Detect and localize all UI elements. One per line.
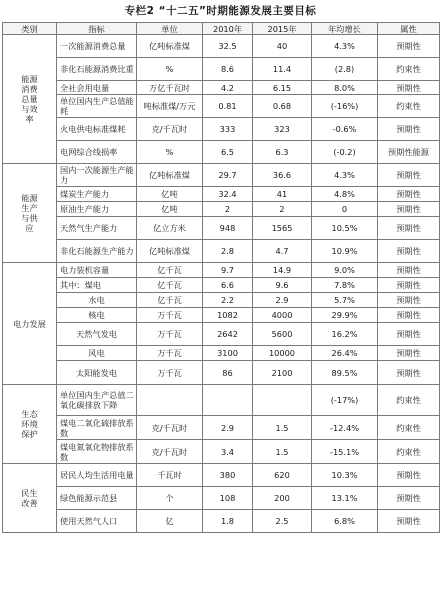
unit-cell: 万千瓦 [137,308,203,323]
unit-cell: 亿吨 [137,202,203,217]
unit-cell: 亿吨标准煤 [137,240,203,263]
indicator-cell: 太阳能发电 [57,361,137,385]
unit-cell: % [137,58,203,81]
table-title: 专栏2 “十二五”时期能源发展主要目标 [124,5,317,17]
value-2015-cell: 6.15 [253,81,312,95]
value-2015-cell: 0.68 [253,95,312,118]
growth-cell: 6.8% [312,510,378,533]
unit-cell: 吨标准煤/万元 [137,95,203,118]
value-2010-cell: 32.4 [203,187,253,202]
value-2015-cell [253,385,312,416]
energy-targets-table [2,22,440,533]
unit-cell: 克/千瓦时 [137,118,203,141]
indicator-cell: 国内一次能源生产能力 [57,164,137,187]
table-row [3,95,440,118]
table-row [3,487,440,510]
value-2010-cell: 8.6 [203,58,253,81]
unit-cell: 万千瓦 [137,361,203,385]
value-2010-cell: 86 [203,361,253,385]
value-2010-cell: 2.2 [203,293,253,308]
attribute-cell: 预期性 [378,510,440,533]
value-2015-cell: 200 [253,487,312,510]
table-row [3,346,440,361]
value-2010-cell: 1.8 [203,510,253,533]
unit-cell: 亿千瓦 [137,263,203,278]
unit-cell: 千瓦时 [137,464,203,487]
growth-cell: 8.0% [312,81,378,95]
indicator-cell: 使用天然气人口 [57,510,137,533]
unit-cell: 亿千瓦 [137,278,203,293]
growth-cell: 10.3% [312,464,378,487]
attribute-cell: 预期性 [378,164,440,187]
value-2010-cell: 29.7 [203,164,253,187]
value-2015-cell: 2100 [253,361,312,385]
growth-cell: 4.8% [312,187,378,202]
value-2015-cell: 4.7 [253,240,312,263]
indicator-cell: 核电 [57,308,137,323]
attribute-cell: 预期性 [378,187,440,202]
indicator-cell: 天然气发电 [57,323,137,346]
unit-cell: 万千瓦 [137,323,203,346]
table-row [3,202,440,217]
value-2010-cell: 108 [203,487,253,510]
value-2015-cell: 36.6 [253,164,312,187]
category-cell: 电力发展 [3,263,57,385]
attribute-cell: 约束性 [378,440,440,464]
value-2015-cell: 2.9 [253,293,312,308]
table-row [3,81,440,95]
value-2015-cell: 6.3 [253,141,312,164]
category-cell [3,35,57,164]
growth-cell: (-17%) [312,385,378,416]
growth-cell: 89.5% [312,361,378,385]
value-2015-cell: 11.4 [253,58,312,81]
table-row [3,464,440,487]
table-row [3,278,440,293]
table-row [3,240,440,263]
indicator-cell: 水电 [57,293,137,308]
value-2010-cell: 9.7 [203,263,253,278]
indicator-cell: 原油生产能力 [57,202,137,217]
indicator-cell: 煤电二氧化硫排放系数 [57,416,137,440]
unit-cell: 亿吨 [137,187,203,202]
indicator-cell: 绿色能源示范县 [57,487,137,510]
unit-cell: 万千瓦 [137,346,203,361]
growth-cell: 0 [312,202,378,217]
indicator-cell: 居民人均生活用电量 [57,464,137,487]
table-row [3,263,440,278]
value-2015-cell: 2.5 [253,510,312,533]
table-row [3,187,440,202]
growth-cell: -15.1% [312,440,378,464]
attribute-cell: 预期性 [378,361,440,385]
table-row [3,118,440,141]
value-2015-cell: 4000 [253,308,312,323]
unit-cell: 亿千瓦 [137,293,203,308]
growth-cell: -12.4% [312,416,378,440]
category-label: 生态环境保护 [21,409,38,439]
indicator-cell: 天然气生产能力 [57,217,137,240]
indicator-cell: 非化石能源生产能力 [57,240,137,263]
category-cell [3,385,57,464]
header-2010: 2010年 [203,23,253,35]
growth-cell: 10.5% [312,217,378,240]
category-label: 民生改善 [21,488,38,508]
attribute-cell: 预期性能源 [378,141,440,164]
indicator-cell: 一次能源消费总量 [57,35,137,58]
value-2015-cell: 9.6 [253,278,312,293]
attribute-cell: 预期性 [378,464,440,487]
attribute-cell: 约束性 [378,416,440,440]
indicator-cell: 单位国内生产总值二氧化碳排放下降 [57,385,137,416]
value-2010-cell: 6.5 [203,141,253,164]
growth-cell: 26.4% [312,346,378,361]
unit-cell: 克/千瓦时 [137,440,203,464]
unit-cell: 克/千瓦时 [137,416,203,440]
value-2010-cell [203,385,253,416]
value-2010-cell: 948 [203,217,253,240]
value-2015-cell: 1565 [253,217,312,240]
value-2010-cell: 380 [203,464,253,487]
header-category: 类别 [3,23,57,35]
indicator-cell: 火电供电标准煤耗 [57,118,137,141]
category-cell [3,464,57,533]
value-2010-cell: 2.9 [203,416,253,440]
value-2015-cell: 1.5 [253,416,312,440]
growth-cell: 29.9% [312,308,378,323]
table-row [3,440,440,464]
value-2010-cell: 1082 [203,308,253,323]
unit-cell: 亿 [137,510,203,533]
unit-cell: % [137,141,203,164]
growth-cell: -0.6% [312,118,378,141]
growth-cell: 7.8% [312,278,378,293]
value-2010-cell: 6.6 [203,278,253,293]
value-2010-cell: 2642 [203,323,253,346]
category-cell [3,164,57,263]
value-2010-cell: 3.4 [203,440,253,464]
table-row [3,164,440,187]
attribute-cell: 预期性 [378,263,440,278]
indicator-cell: 非化石能源消费比重 [57,58,137,81]
attribute-cell: 预期性 [378,35,440,58]
unit-cell: 万亿千瓦时 [137,81,203,95]
table-row [3,308,440,323]
value-2010-cell: 2 [203,202,253,217]
growth-cell: 9.0% [312,263,378,278]
value-2015-cell: 40 [253,35,312,58]
table-row [3,385,440,416]
table-row [3,416,440,440]
growth-cell: 13.1% [312,487,378,510]
growth-cell: 4.3% [312,164,378,187]
attribute-cell: 预期性 [378,323,440,346]
value-2010-cell: 0.81 [203,95,253,118]
value-2010-cell: 333 [203,118,253,141]
unit-cell: 个 [137,487,203,510]
header-2015: 2015年 [253,23,312,35]
unit-cell: 亿立方米 [137,217,203,240]
value-2015-cell: 5600 [253,323,312,346]
unit-cell [137,385,203,416]
attribute-cell: 预期性 [378,487,440,510]
value-2010-cell: 3100 [203,346,253,361]
value-2015-cell: 1.5 [253,440,312,464]
header-growth: 年均增长 [312,23,378,35]
growth-cell: 4.3% [312,35,378,58]
value-2015-cell: 10000 [253,346,312,361]
growth-cell: 16.2% [312,323,378,346]
indicator-cell: 煤电氮氧化物排放系数 [57,440,137,464]
value-2010-cell: 2.8 [203,240,253,263]
table-row [3,141,440,164]
indicator-cell: 电力装机容量 [57,263,137,278]
indicator-cell: 全社会用电量 [57,81,137,95]
header-indicator: 指标 [57,23,137,35]
value-2015-cell: 2 [253,202,312,217]
growth-cell: (-0.2) [312,141,378,164]
value-2015-cell: 14.9 [253,263,312,278]
indicator-cell: 电网综合线损率 [57,141,137,164]
indicator-cell: 风电 [57,346,137,361]
header-unit: 单位 [137,23,203,35]
category-label: 能源消费总量与效率 [21,74,38,124]
table-row [3,510,440,533]
attribute-cell: 预期性 [378,118,440,141]
growth-cell: 5.7% [312,293,378,308]
table-row [3,35,440,58]
value-2015-cell: 41 [253,187,312,202]
unit-cell: 亿吨标准煤 [137,164,203,187]
table-row [3,217,440,240]
growth-cell: (2.8) [312,58,378,81]
attribute-cell: 预期性 [378,293,440,308]
attribute-cell: 预期性 [378,81,440,95]
table-row [3,58,440,81]
attribute-cell: 预期性 [378,217,440,240]
value-2015-cell: 323 [253,118,312,141]
table-row [3,293,440,308]
header-row [3,23,440,35]
table-row [3,361,440,385]
attribute-cell: 约束性 [378,58,440,81]
category-label: 能源生产与供应 [21,193,38,233]
attribute-cell: 约束性 [378,95,440,118]
value-2010-cell: 4.2 [203,81,253,95]
indicator-cell: 单位国内生产总值能耗 [57,95,137,118]
growth-cell: (-16%) [312,95,378,118]
attribute-cell: 预期性 [378,308,440,323]
attribute-cell: 预期性 [378,202,440,217]
value-2015-cell: 620 [253,464,312,487]
indicator-cell: 其中：煤电 [57,278,137,293]
value-2010-cell: 32.5 [203,35,253,58]
table-row [3,323,440,346]
attribute-cell: 预期性 [378,240,440,263]
growth-cell: 10.9% [312,240,378,263]
header-attribute: 属性 [378,23,440,35]
attribute-cell: 预期性 [378,346,440,361]
attribute-cell: 预期性 [378,278,440,293]
attribute-cell: 约束性 [378,385,440,416]
indicator-cell: 煤炭生产能力 [57,187,137,202]
unit-cell: 亿吨标准煤 [137,35,203,58]
